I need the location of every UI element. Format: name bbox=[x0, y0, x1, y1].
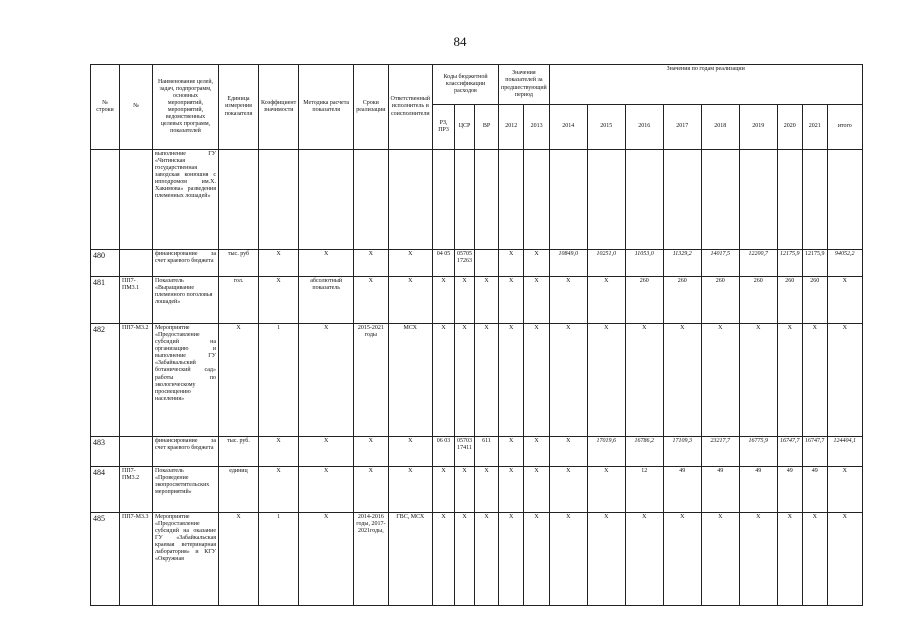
cell-method: Х bbox=[299, 467, 354, 513]
cell-2014: Х bbox=[549, 437, 587, 467]
header-2012: 2012 bbox=[499, 105, 524, 150]
cell-rz: Х bbox=[433, 277, 455, 324]
cell-2021: 49 bbox=[802, 467, 827, 513]
table-row bbox=[91, 467, 863, 513]
cell-2019: 260 bbox=[739, 277, 777, 324]
cell-2019: 49 bbox=[739, 467, 777, 513]
header-unit: Единица измерения показателя bbox=[219, 65, 259, 150]
cell-2021: Х bbox=[802, 513, 827, 606]
cell-2021: 12175,9 bbox=[802, 250, 827, 277]
cell-2019: 16775,9 bbox=[739, 437, 777, 467]
cell-resp: Х bbox=[388, 437, 433, 467]
cell-2012: Х bbox=[499, 324, 524, 437]
cell-2018: 260 bbox=[701, 277, 739, 324]
cell-2016: 260 bbox=[625, 277, 663, 324]
cell-coef: 1 bbox=[259, 513, 299, 606]
table-row bbox=[91, 324, 863, 437]
cell-2015: 10251,0 bbox=[587, 250, 625, 277]
header-method: Методика расчета показателя bbox=[299, 65, 354, 150]
cell-2021: 260 bbox=[802, 277, 827, 324]
cell-coef: 1 bbox=[259, 324, 299, 437]
cell-2020: 12175,9 bbox=[777, 250, 802, 277]
cell-2017: Х bbox=[663, 324, 701, 437]
cell-2015: Х bbox=[587, 277, 625, 324]
cell-2017: 49 bbox=[663, 467, 701, 513]
header-2014: 2014 bbox=[549, 105, 587, 150]
cell-total: 124404,1 bbox=[827, 437, 862, 467]
cell-2020: Х bbox=[777, 513, 802, 606]
cell-2013: Х bbox=[524, 250, 549, 277]
cell-2016: Х bbox=[625, 324, 663, 437]
cell-2021: 16747,7 bbox=[802, 437, 827, 467]
cell-2014: Х bbox=[549, 277, 587, 324]
cell-2016: Х bbox=[625, 513, 663, 606]
cell-2016: 12 bbox=[625, 467, 663, 513]
cell-vr: Х bbox=[475, 467, 499, 513]
cell-vr: Х bbox=[475, 324, 499, 437]
cell-row: 485 bbox=[91, 513, 120, 606]
header-2013: 2013 bbox=[524, 105, 549, 150]
cell-name: Мероприятие «Предоставление субсидий на оказание ГУ «Забайкальская краевая ветеринарная лаборатория» и КГУ «Окружная bbox=[153, 513, 219, 606]
cell-2016: 16786,2 bbox=[625, 437, 663, 467]
budget-table bbox=[90, 64, 863, 606]
cell-terms: Х bbox=[354, 467, 388, 513]
cell-vr: 611 bbox=[475, 437, 499, 467]
cell-name: финансирование за счет краевого бюджета bbox=[153, 250, 219, 277]
cell-no: ПП7-ПМ3.1 bbox=[120, 277, 153, 324]
cell-terms: Х bbox=[354, 277, 388, 324]
cell-2017: 17109,3 bbox=[663, 437, 701, 467]
page-number: 84 bbox=[453, 34, 467, 49]
cell-name: выполнение ГУ «Читинская государственная заводская конюшня с ипподромом им.Х. Хакимова» разведения племенных лошадей» bbox=[153, 150, 219, 250]
table-row bbox=[91, 277, 863, 324]
cell-unit: Х bbox=[219, 324, 259, 437]
cell-unit: Х bbox=[219, 513, 259, 606]
cell-2018: 23217,7 bbox=[701, 437, 739, 467]
header-no: № bbox=[120, 65, 153, 150]
cell-2019: Х bbox=[739, 513, 777, 606]
header-2016: 2016 bbox=[625, 105, 663, 150]
cell-2015: 17019,6 bbox=[587, 437, 625, 467]
cell-name: финансирование за счет краевого бюджета bbox=[153, 437, 219, 467]
cell-coef: Х bbox=[259, 277, 299, 324]
cell-2020: 49 bbox=[777, 467, 802, 513]
cell-2015: Х bbox=[587, 513, 625, 606]
cell-row: 482 bbox=[91, 324, 120, 437]
cell-vr bbox=[475, 250, 499, 277]
cell-2015: Х bbox=[587, 324, 625, 437]
cell-resp: Х bbox=[388, 277, 433, 324]
header-vr: ВР bbox=[475, 105, 499, 150]
table-row bbox=[91, 437, 863, 467]
cell-method: Х bbox=[299, 513, 354, 606]
cell-method: Х bbox=[299, 324, 354, 437]
cell-row: 480 bbox=[91, 250, 120, 277]
cell-row: 481 bbox=[91, 277, 120, 324]
cell-csr: Х bbox=[455, 513, 475, 606]
cell-2018: 49 bbox=[701, 467, 739, 513]
table-row bbox=[91, 250, 863, 277]
header-total: итого bbox=[827, 105, 862, 150]
cell-no bbox=[120, 437, 153, 467]
header-2018: 2018 bbox=[701, 105, 739, 150]
header-2020: 2020 bbox=[777, 105, 802, 150]
cell-csr: 05705 17263 bbox=[455, 250, 475, 277]
header-codes: Коды бюджетной классификации расходов bbox=[433, 65, 499, 105]
cell-unit: гол. bbox=[219, 277, 259, 324]
cell-row: 483 bbox=[91, 437, 120, 467]
cell-rz: 04 05 bbox=[433, 250, 455, 277]
cell-row bbox=[91, 150, 120, 250]
cell-csr: Х bbox=[455, 324, 475, 437]
cell-method: абсолютный показатель bbox=[299, 277, 354, 324]
cell-rz: Х bbox=[433, 467, 455, 513]
cell-terms: 2014-2016 годы, 2017-2021годы, bbox=[354, 513, 388, 606]
header-2017: 2017 bbox=[663, 105, 701, 150]
cell-total: Х bbox=[827, 277, 862, 324]
cell-no: ПП7-М3.2 bbox=[120, 324, 153, 437]
cell-unit: тыс. руб. bbox=[219, 437, 259, 467]
header-csr: ЦСР bbox=[455, 105, 475, 150]
cell-2018: 14017,5 bbox=[701, 250, 739, 277]
header-row-no: № строки bbox=[91, 65, 120, 150]
cell-2012: Х bbox=[499, 437, 524, 467]
cell-name: Показатель «Проведение экопросветительских мероприятий» bbox=[153, 467, 219, 513]
cell-terms: Х bbox=[354, 437, 388, 467]
cell-rz: Х bbox=[433, 324, 455, 437]
cell-2013: Х bbox=[524, 437, 549, 467]
cell-row: 484 bbox=[91, 467, 120, 513]
cell-coef: Х bbox=[259, 250, 299, 277]
cell-no bbox=[120, 150, 153, 250]
cell-resp: Х bbox=[388, 250, 433, 277]
cell-csr: Х bbox=[455, 467, 475, 513]
cell-csr: Х bbox=[455, 277, 475, 324]
cell-2020: 260 bbox=[777, 277, 802, 324]
cell-2012: Х bbox=[499, 250, 524, 277]
cell-2014: Х bbox=[549, 513, 587, 606]
cell-resp: Х bbox=[388, 467, 433, 513]
cell-method: Х bbox=[299, 437, 354, 467]
cell-vr: Х bbox=[475, 513, 499, 606]
cell-vr: Х bbox=[475, 277, 499, 324]
cell-total: 94052,2 bbox=[827, 250, 862, 277]
cell-unit: тыс. руб bbox=[219, 250, 259, 277]
header-name: Наименование целей, задач, подпрограмм, основных мероприятий, мероприятий, ведомственных целевых программ, показателей bbox=[153, 65, 219, 150]
cell-total: Х bbox=[827, 513, 862, 606]
cell-name: Показатель «Выращивание племенного поголовья лошадей» bbox=[153, 277, 219, 324]
cell-unit: единиц bbox=[219, 467, 259, 513]
cell-2020: 16747,7 bbox=[777, 437, 802, 467]
cell-coef: Х bbox=[259, 467, 299, 513]
header-years: Значения по годам реализации bbox=[549, 65, 862, 105]
cell-2015: Х bbox=[587, 467, 625, 513]
cell-csr: 05703 17411 bbox=[455, 437, 475, 467]
header-2021: 2021 bbox=[802, 105, 827, 150]
header-coef: Коэффициент значимости bbox=[259, 65, 299, 150]
cell-rz: Х bbox=[433, 513, 455, 606]
header-prev: Значения показателей за предшествующий период bbox=[499, 65, 550, 105]
cell-2013: Х bbox=[524, 467, 549, 513]
cell-no: ПП7-М3.3 bbox=[120, 513, 153, 606]
cell-2018: Х bbox=[701, 324, 739, 437]
cell-no bbox=[120, 250, 153, 277]
cell-no: ПП7-ПМ3.2 bbox=[120, 467, 153, 513]
cell-2013: Х bbox=[524, 513, 549, 606]
cell-2019: Х bbox=[739, 324, 777, 437]
header-2019: 2019 bbox=[739, 105, 777, 150]
cell-name: Мероприятие «Предоставление субсидий на организацию и выполнение ГУ «Забайкальский ботанический сад» работы по экологическому просвещению населения» bbox=[153, 324, 219, 437]
cell-2017: Х bbox=[663, 513, 701, 606]
cell-2014: Х bbox=[549, 467, 587, 513]
cell-2012: Х bbox=[499, 467, 524, 513]
table-row bbox=[91, 150, 863, 250]
cell-2021: Х bbox=[802, 324, 827, 437]
cell-2014: Х bbox=[549, 324, 587, 437]
cell-total: Х bbox=[827, 467, 862, 513]
table-row bbox=[91, 513, 863, 606]
cell-coef: Х bbox=[259, 437, 299, 467]
cell-resp: ГВС, МСХ bbox=[388, 513, 433, 606]
header-resp: Ответственный исполнитель и соисполнители bbox=[388, 65, 433, 150]
cell-2013: Х bbox=[524, 324, 549, 437]
cell-2020: Х bbox=[777, 324, 802, 437]
cell-2019: 12200,7 bbox=[739, 250, 777, 277]
cell-terms: Х bbox=[354, 250, 388, 277]
cell-terms: 2015-2021 годы bbox=[354, 324, 388, 437]
cell-total: Х bbox=[827, 324, 862, 437]
header-2015: 2015 bbox=[587, 105, 625, 150]
cell-resp: МСХ bbox=[388, 324, 433, 437]
cell-2012: Х bbox=[499, 277, 524, 324]
cell-2012: Х bbox=[499, 513, 524, 606]
cell-2018: Х bbox=[701, 513, 739, 606]
cell-2016: 11053,0 bbox=[625, 250, 663, 277]
cell-2017: 260 bbox=[663, 277, 701, 324]
cell-2014: 10849,0 bbox=[549, 250, 587, 277]
cell-2017: 11329,2 bbox=[663, 250, 701, 277]
cell-2013: Х bbox=[524, 277, 549, 324]
cell-method: Х bbox=[299, 250, 354, 277]
header-terms: Сроки реализации bbox=[354, 65, 388, 150]
header-rz: РЗ, ПР3 bbox=[433, 105, 455, 150]
cell-rz: 06 03 bbox=[433, 437, 455, 467]
